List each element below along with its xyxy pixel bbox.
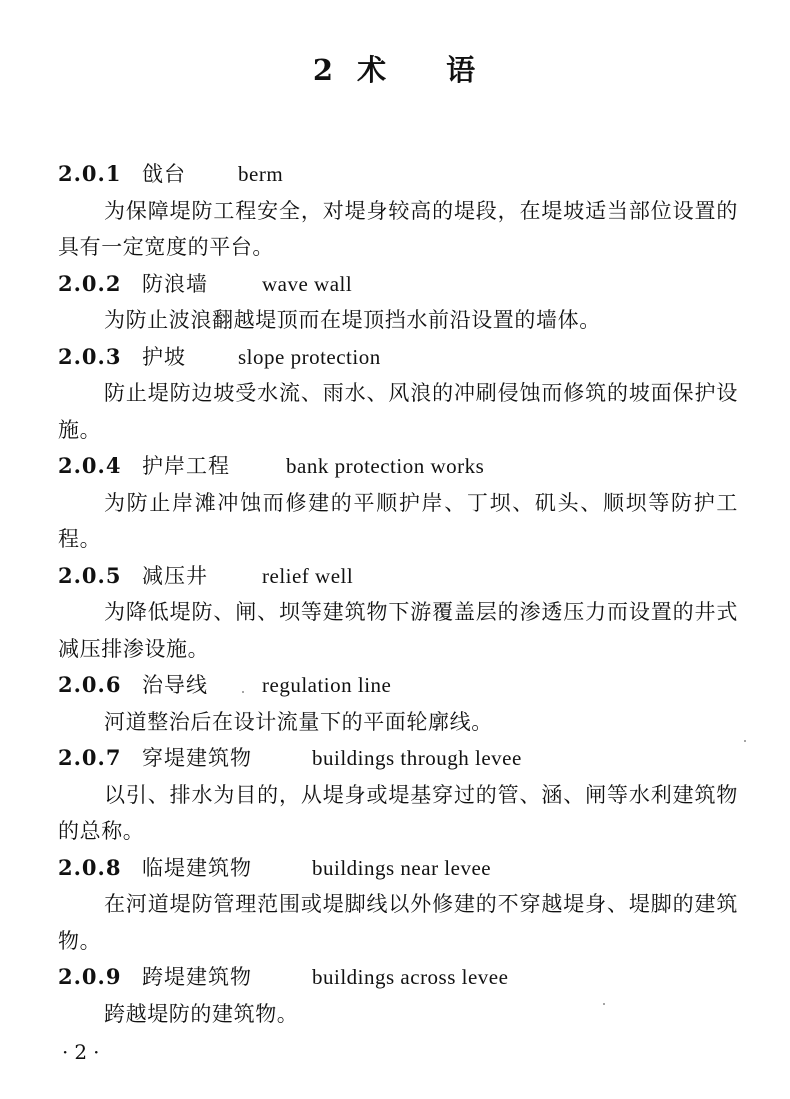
page-number: ·2· bbox=[62, 1040, 106, 1064]
term-number: 2.0.5 bbox=[58, 562, 122, 588]
term-heading bbox=[58, 740, 738, 777]
term-definition: 跨越堤防的建筑物。 bbox=[104, 1001, 299, 1026]
term-english: bank protection works bbox=[286, 454, 485, 478]
term-english: slope protection bbox=[238, 344, 381, 369]
term-heading bbox=[58, 959, 738, 996]
term-entry bbox=[58, 266, 738, 339]
term-english: buildings through levee bbox=[312, 746, 522, 770]
term-number: 2.0.3 bbox=[58, 343, 122, 369]
terms-list bbox=[58, 156, 738, 1032]
term-heading bbox=[58, 667, 738, 704]
term-entry bbox=[58, 959, 738, 1032]
scan-speck bbox=[744, 740, 746, 742]
term-heading bbox=[58, 850, 738, 887]
term-number: 2.0.4 bbox=[58, 453, 122, 478]
term-chinese: 临堤建筑物 bbox=[142, 855, 252, 880]
term-chinese: 跨堤建筑物 bbox=[142, 965, 252, 989]
term-english: buildings near levee bbox=[312, 855, 492, 880]
term-definition: 防止堤防边坡受水流、雨水、风浪的冲刷侵蚀而修筑的坡面保护设施。 bbox=[58, 381, 738, 442]
term-english: buildings across levee bbox=[312, 965, 509, 989]
term-chinese: 防浪墙 bbox=[142, 271, 208, 296]
term-english: wave wall bbox=[262, 271, 353, 296]
term-definition: 为防止岸滩冲蚀而修建的平顺护岸、丁坝、矶头、顺坝等防护工程。 bbox=[58, 490, 738, 551]
term-english: relief well bbox=[262, 563, 354, 588]
term-number: 2.0.2 bbox=[58, 270, 122, 296]
term-chinese: 穿堤建筑物 bbox=[142, 746, 252, 770]
term-entry bbox=[58, 740, 738, 850]
term-number: 2.0.8 bbox=[58, 854, 122, 880]
chapter-title bbox=[0, 48, 790, 89]
term-entry bbox=[58, 339, 738, 449]
term-number: 2.0.1 bbox=[58, 161, 122, 186]
term-english: berm bbox=[238, 162, 284, 186]
term-chinese: 护岸工程 bbox=[142, 454, 230, 478]
term-definition: 为保障堤防工程安全，对堤身较高的堤段，在堤坡适当部位设置的具有一定宽度的平台。 bbox=[58, 198, 738, 259]
term-definition: 为防止波浪翻越堤顶而在堤顶挡水前沿设置的墙体。 bbox=[104, 308, 601, 332]
term-number: 2.0.9 bbox=[58, 964, 122, 989]
term-entry bbox=[58, 850, 738, 960]
term-entry bbox=[58, 667, 738, 740]
chapter-title-part1: 术 bbox=[357, 53, 389, 87]
chapter-number: 2 bbox=[312, 53, 336, 87]
term-heading bbox=[58, 339, 738, 376]
term-definition: 以引、排水为目的，从堤身或堤基穿过的管、涵、闸等水利建筑物的总称。 bbox=[58, 782, 738, 843]
term-entry bbox=[58, 558, 738, 668]
term-entry bbox=[58, 448, 738, 558]
scan-speck bbox=[242, 691, 244, 693]
term-chinese: 戗台 bbox=[142, 162, 186, 186]
term-definition: 河道整治后在设计流量下的平面轮廓线。 bbox=[104, 709, 493, 734]
term-english: regulation line bbox=[262, 673, 392, 697]
term-heading bbox=[58, 266, 738, 303]
term-chinese: 减压井 bbox=[142, 563, 208, 588]
term-chinese: 护坡 bbox=[142, 344, 186, 369]
term-definition: 在河道堤防管理范围或堤脚线以外修建的不穿越堤身、堤脚的建筑物。 bbox=[58, 892, 738, 953]
term-heading bbox=[58, 156, 738, 193]
term-heading bbox=[58, 448, 738, 485]
term-number: 2.0.6 bbox=[58, 672, 122, 697]
term-number: 2.0.7 bbox=[58, 745, 122, 770]
scan-speck bbox=[603, 1003, 605, 1005]
term-definition: 为降低堤防、闸、坝等建筑物下游覆盖层的渗透压力而设置的井式减压排渗设施。 bbox=[58, 600, 738, 661]
chapter-title-part2: 语 bbox=[446, 53, 478, 87]
term-entry bbox=[58, 156, 738, 266]
term-heading bbox=[58, 558, 738, 595]
term-chinese: 治导线 bbox=[142, 673, 208, 697]
